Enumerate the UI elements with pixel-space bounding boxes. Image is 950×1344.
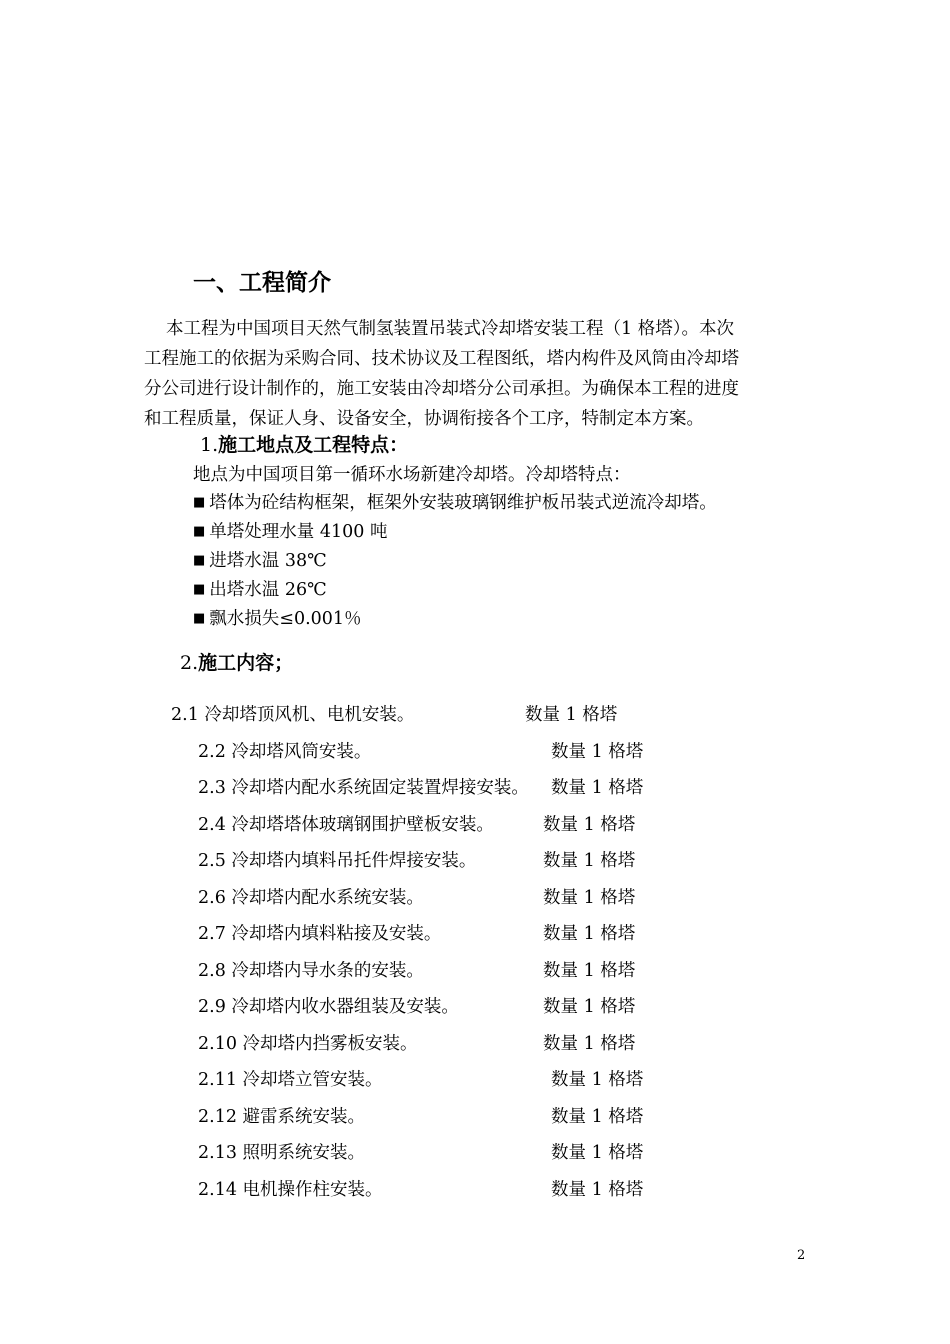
section-title: 一、工程简介 — [193, 270, 331, 296]
work-item-label: 2.3 冷却塔内配水系统固定装置焊接安装。 — [198, 778, 529, 798]
work-item-qty: 数量 1 格塔 — [543, 924, 636, 944]
intro-line: 和工程质量，保证人身、设备安全，协调衔接各个工序，特制定本方案。 — [144, 409, 704, 429]
work-item-label: 2.11 冷却塔立管安装。 — [198, 1070, 383, 1090]
work-item-qty: 数量 1 格塔 — [551, 742, 644, 762]
work-item-qty: 数量 1 格塔 — [551, 778, 644, 798]
work-item-qty: 数量 1 格塔 — [543, 888, 636, 908]
work-item-qty: 数量 1 格塔 — [551, 1180, 644, 1200]
intro-line: 分公司进行设计制作的，施工安装由冷却塔分公司承担。为确保本工程的进度 — [144, 379, 739, 399]
work-item-label: 2.12 避雷系统安装。 — [198, 1107, 366, 1127]
work-item-qty: 数量 1 格塔 — [551, 1107, 644, 1127]
work-item-qty: 数量 1 格塔 — [543, 851, 636, 871]
work-item-label: 2.8 冷却塔内导水条的安装。 — [198, 961, 424, 981]
subsection-1-title: 施工地点及工程特点： — [218, 434, 409, 456]
feature-item: ■ 进塔水温 38℃ — [193, 546, 327, 578]
work-item-label: 2.7 冷却塔内填料粘接及安装。 — [198, 924, 442, 944]
subsection-2-number: 2. — [180, 652, 199, 674]
work-item-label: 2.10 冷却塔内挡雾板安装。 — [198, 1034, 418, 1054]
work-item-qty: 数量 1 格塔 — [551, 1070, 644, 1090]
work-item-qty: 数量 1 格塔 — [543, 815, 636, 835]
page-number: 2 — [797, 1248, 806, 1263]
intro-line: 本工程为中国项目天然气制氢装置吊装式冷却塔安装工程（1 格塔）。本次 — [166, 319, 734, 339]
subsection-1-number: 1. — [200, 434, 219, 456]
feature-item: ■ 出塔水温 26℃ — [193, 575, 327, 607]
work-item-label: 2.13 照明系统安装。 — [198, 1143, 366, 1163]
work-item-qty: 数量 1 格塔 — [525, 705, 618, 725]
intro-line: 工程施工的依据为采购合同、技术协议及工程图纸，塔内构件及风筒由冷却塔 — [144, 349, 739, 369]
subsection-2-title: 施工内容； — [198, 652, 294, 674]
work-item-qty: 数量 1 格塔 — [551, 1143, 644, 1163]
work-item-label: 2.1 冷却塔顶风机、电机安装。 — [171, 705, 415, 725]
work-item-label: 2.9 冷却塔内收水器组装及安装。 — [198, 997, 459, 1017]
location-text: 地点为中国项目第一循环水场新建冷却塔。冷却塔特点： — [193, 465, 631, 485]
work-item-label: 2.14 电机操作柱安装。 — [198, 1180, 383, 1200]
work-item-qty: 数量 1 格塔 — [543, 997, 636, 1017]
work-item-qty: 数量 1 格塔 — [543, 1034, 636, 1054]
subsection-1-heading — [200, 430, 408, 457]
intro-paragraph — [144, 314, 814, 434]
subsection-2-heading — [180, 648, 293, 675]
work-item-label: 2.5 冷却塔内填料吊托件焊接安装。 — [198, 851, 477, 871]
work-item-qty: 数量 1 格塔 — [543, 961, 636, 981]
feature-item: ■ 飘水损失≤0.001％ — [193, 604, 362, 636]
feature-item: ■ 塔体为砼结构框架，框架外安装玻璃钢维护板吊装式逆流冷却塔。 — [193, 488, 717, 520]
feature-item: ■ 单塔处理水量 4100 吨 — [193, 517, 387, 549]
work-item-label: 2.2 冷却塔风筒安装。 — [198, 742, 372, 762]
work-item-label: 2.6 冷却塔内配水系统安装。 — [198, 888, 424, 908]
work-item-label: 2.4 冷却塔塔体玻璃钢围护壁板安装。 — [198, 815, 494, 835]
